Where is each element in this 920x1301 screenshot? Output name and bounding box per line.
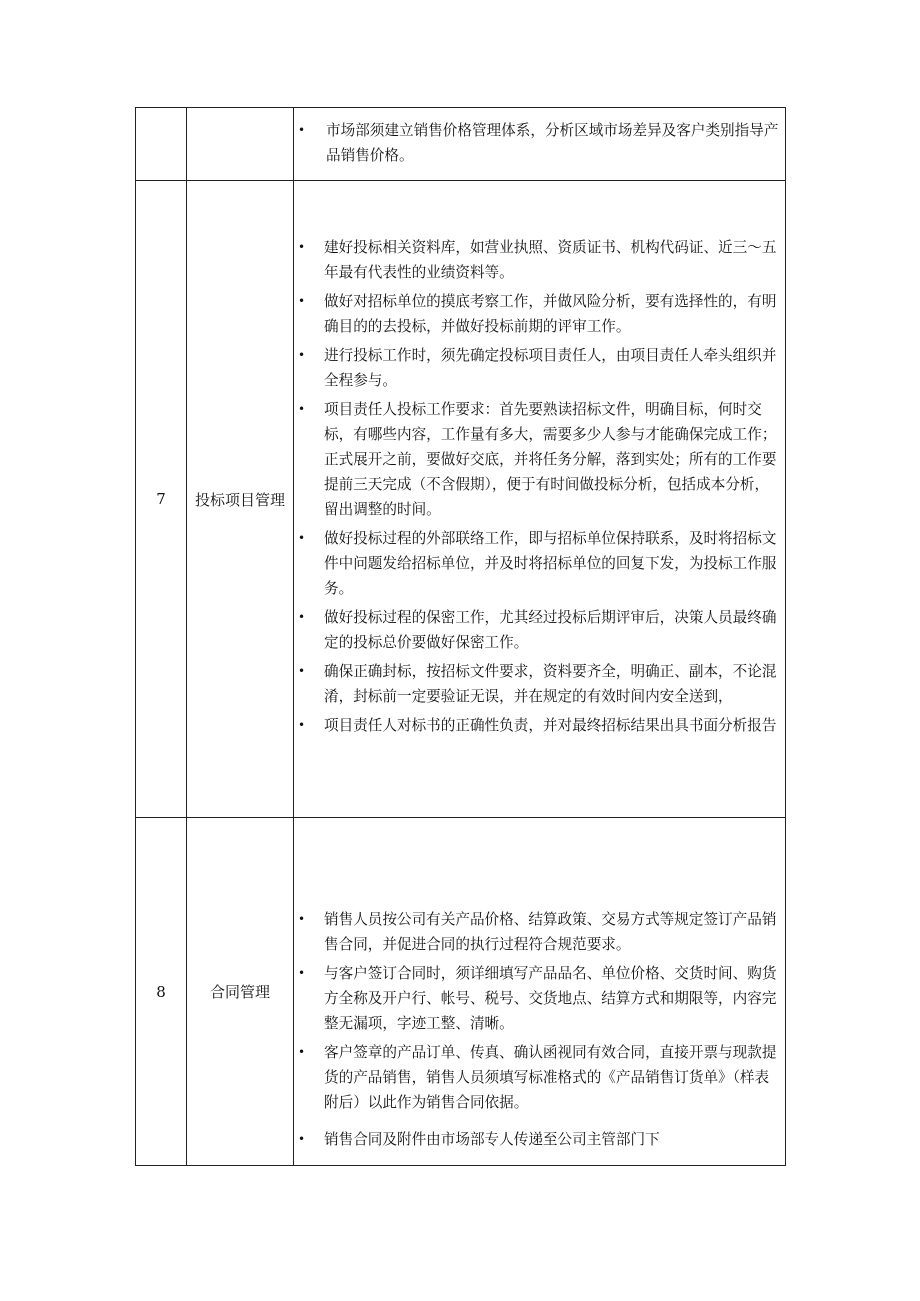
row-name-cell <box>187 108 294 181</box>
management-table <box>135 107 786 1166</box>
bullet-icon: • <box>298 240 306 254</box>
bullet-icon: • <box>298 294 306 308</box>
bullet-icon: • <box>298 1132 306 1146</box>
bullet-icon: • <box>298 123 306 137</box>
list-item-text: 项目责任人投标工作要求：首先要熟读招标文件，明确目标，何时交标，有哪些内容，工作量有多大，需要多少人参与才能确保完成工作；正式展开之前，要做好交底，并将任务分解，落到实处；所有的工作要提前三天完成（不含假期），便于有时间做投标分析，包括成本分析，留出调整的时间。 <box>324 401 777 518</box>
bullet-icon: • <box>298 718 306 732</box>
row-name-cell: 合同管理 <box>187 818 294 1166</box>
row-content-cell <box>294 818 786 1166</box>
list-item-text: 建好投标相关资料库，如营业执照、资质证书、机构代码证、近三～五年最有代表性的业绩资料等。 <box>324 239 777 281</box>
list-item-text: 进行投标工作时，须先确定投标项目责任人，由项目责任人牵头组织并全程参与。 <box>324 347 777 389</box>
list-item-text: 做好投标过程的保密工作，尤其经过投标后期评审后，决策人员最终确定的投标总价要做好保密工作。 <box>324 609 777 651</box>
list-item <box>294 343 785 393</box>
list-item <box>294 907 785 957</box>
bullet-icon: • <box>298 912 306 926</box>
list-item <box>294 605 785 655</box>
list-item-text: 项目责任人对标书的正确性负责，并对最终招标结果出具书面分析报告 <box>324 717 777 734</box>
list-item <box>294 713 785 738</box>
list-item-text: 市场部须建立销售价格管理体系，分析区域市场差异及客户类别指导产品销售价格。 <box>326 122 779 164</box>
row-content-cell <box>294 108 786 181</box>
list-item <box>294 1127 785 1152</box>
bullet-list <box>294 181 785 738</box>
list-item-text: 客户签章的产品订单、传真、确认函视同有效合同，直接开票与现款提货的产品销售，销售人员须填写标准格式的《产品销售订货单》（样表附后）以此作为销售合同依据。 <box>324 1044 777 1111</box>
bullet-icon: • <box>298 1045 306 1059</box>
bullet-icon: • <box>298 402 306 416</box>
table-row-7 <box>136 181 786 818</box>
list-item-text: 销售人员按公司有关产品价格、结算政策、交易方式等规定签订产品销售合同，并促进合同的执行过程符合规范要求。 <box>324 911 777 953</box>
list-item <box>294 1040 785 1115</box>
bullet-icon: • <box>298 610 306 624</box>
bullet-icon: • <box>298 966 306 980</box>
list-item <box>294 235 785 285</box>
row-content-cell <box>294 181 786 818</box>
list-item <box>294 397 785 522</box>
list-item <box>294 659 785 709</box>
row-number-cell: 7 <box>136 181 187 818</box>
list-item-text: 确保正确封标，按招标文件要求，资料要齐全，明确正、副本，不论混淆，封标前一定要验证无误，并在规定的有效时间内安全送到， <box>324 663 777 705</box>
list-item-text: 与客户签订合同时，须详细填写产品品名、单位价格、交货时间、购货方全称及开户行、帐号、税号、交货地点、结算方式和期限等，内容完整无漏项，字迹工整、清晰。 <box>324 965 777 1032</box>
table-row-8 <box>136 818 786 1166</box>
list-item <box>294 526 785 601</box>
list-item-text: 销售合同及附件由市场部专人传递至公司主管部门下 <box>324 1131 660 1148</box>
list-item-text: 做好投标过程的外部联络工作，即与招标单位保持联系，及时将招标文件中问题发给招标单位，并及时将招标单位的回复下发，为投标工作服务。 <box>324 530 777 597</box>
list-item-text: 做好对招标单位的摸底考察工作，并做风险分析，要有选择性的，有明确目的的去投标，并做好投标前期的评审工作。 <box>324 293 777 335</box>
row-number-cell: 8 <box>136 818 187 1166</box>
bullet-list <box>294 818 785 1152</box>
table-row-top <box>136 108 786 181</box>
bullet-icon: • <box>298 664 306 678</box>
row-number-cell <box>136 108 187 181</box>
list-item <box>294 289 785 339</box>
row-name-cell: 投标项目管理 <box>187 181 294 818</box>
list-item <box>294 961 785 1036</box>
list-item <box>294 118 785 168</box>
bullet-icon: • <box>298 348 306 362</box>
bullet-icon: • <box>298 531 306 545</box>
